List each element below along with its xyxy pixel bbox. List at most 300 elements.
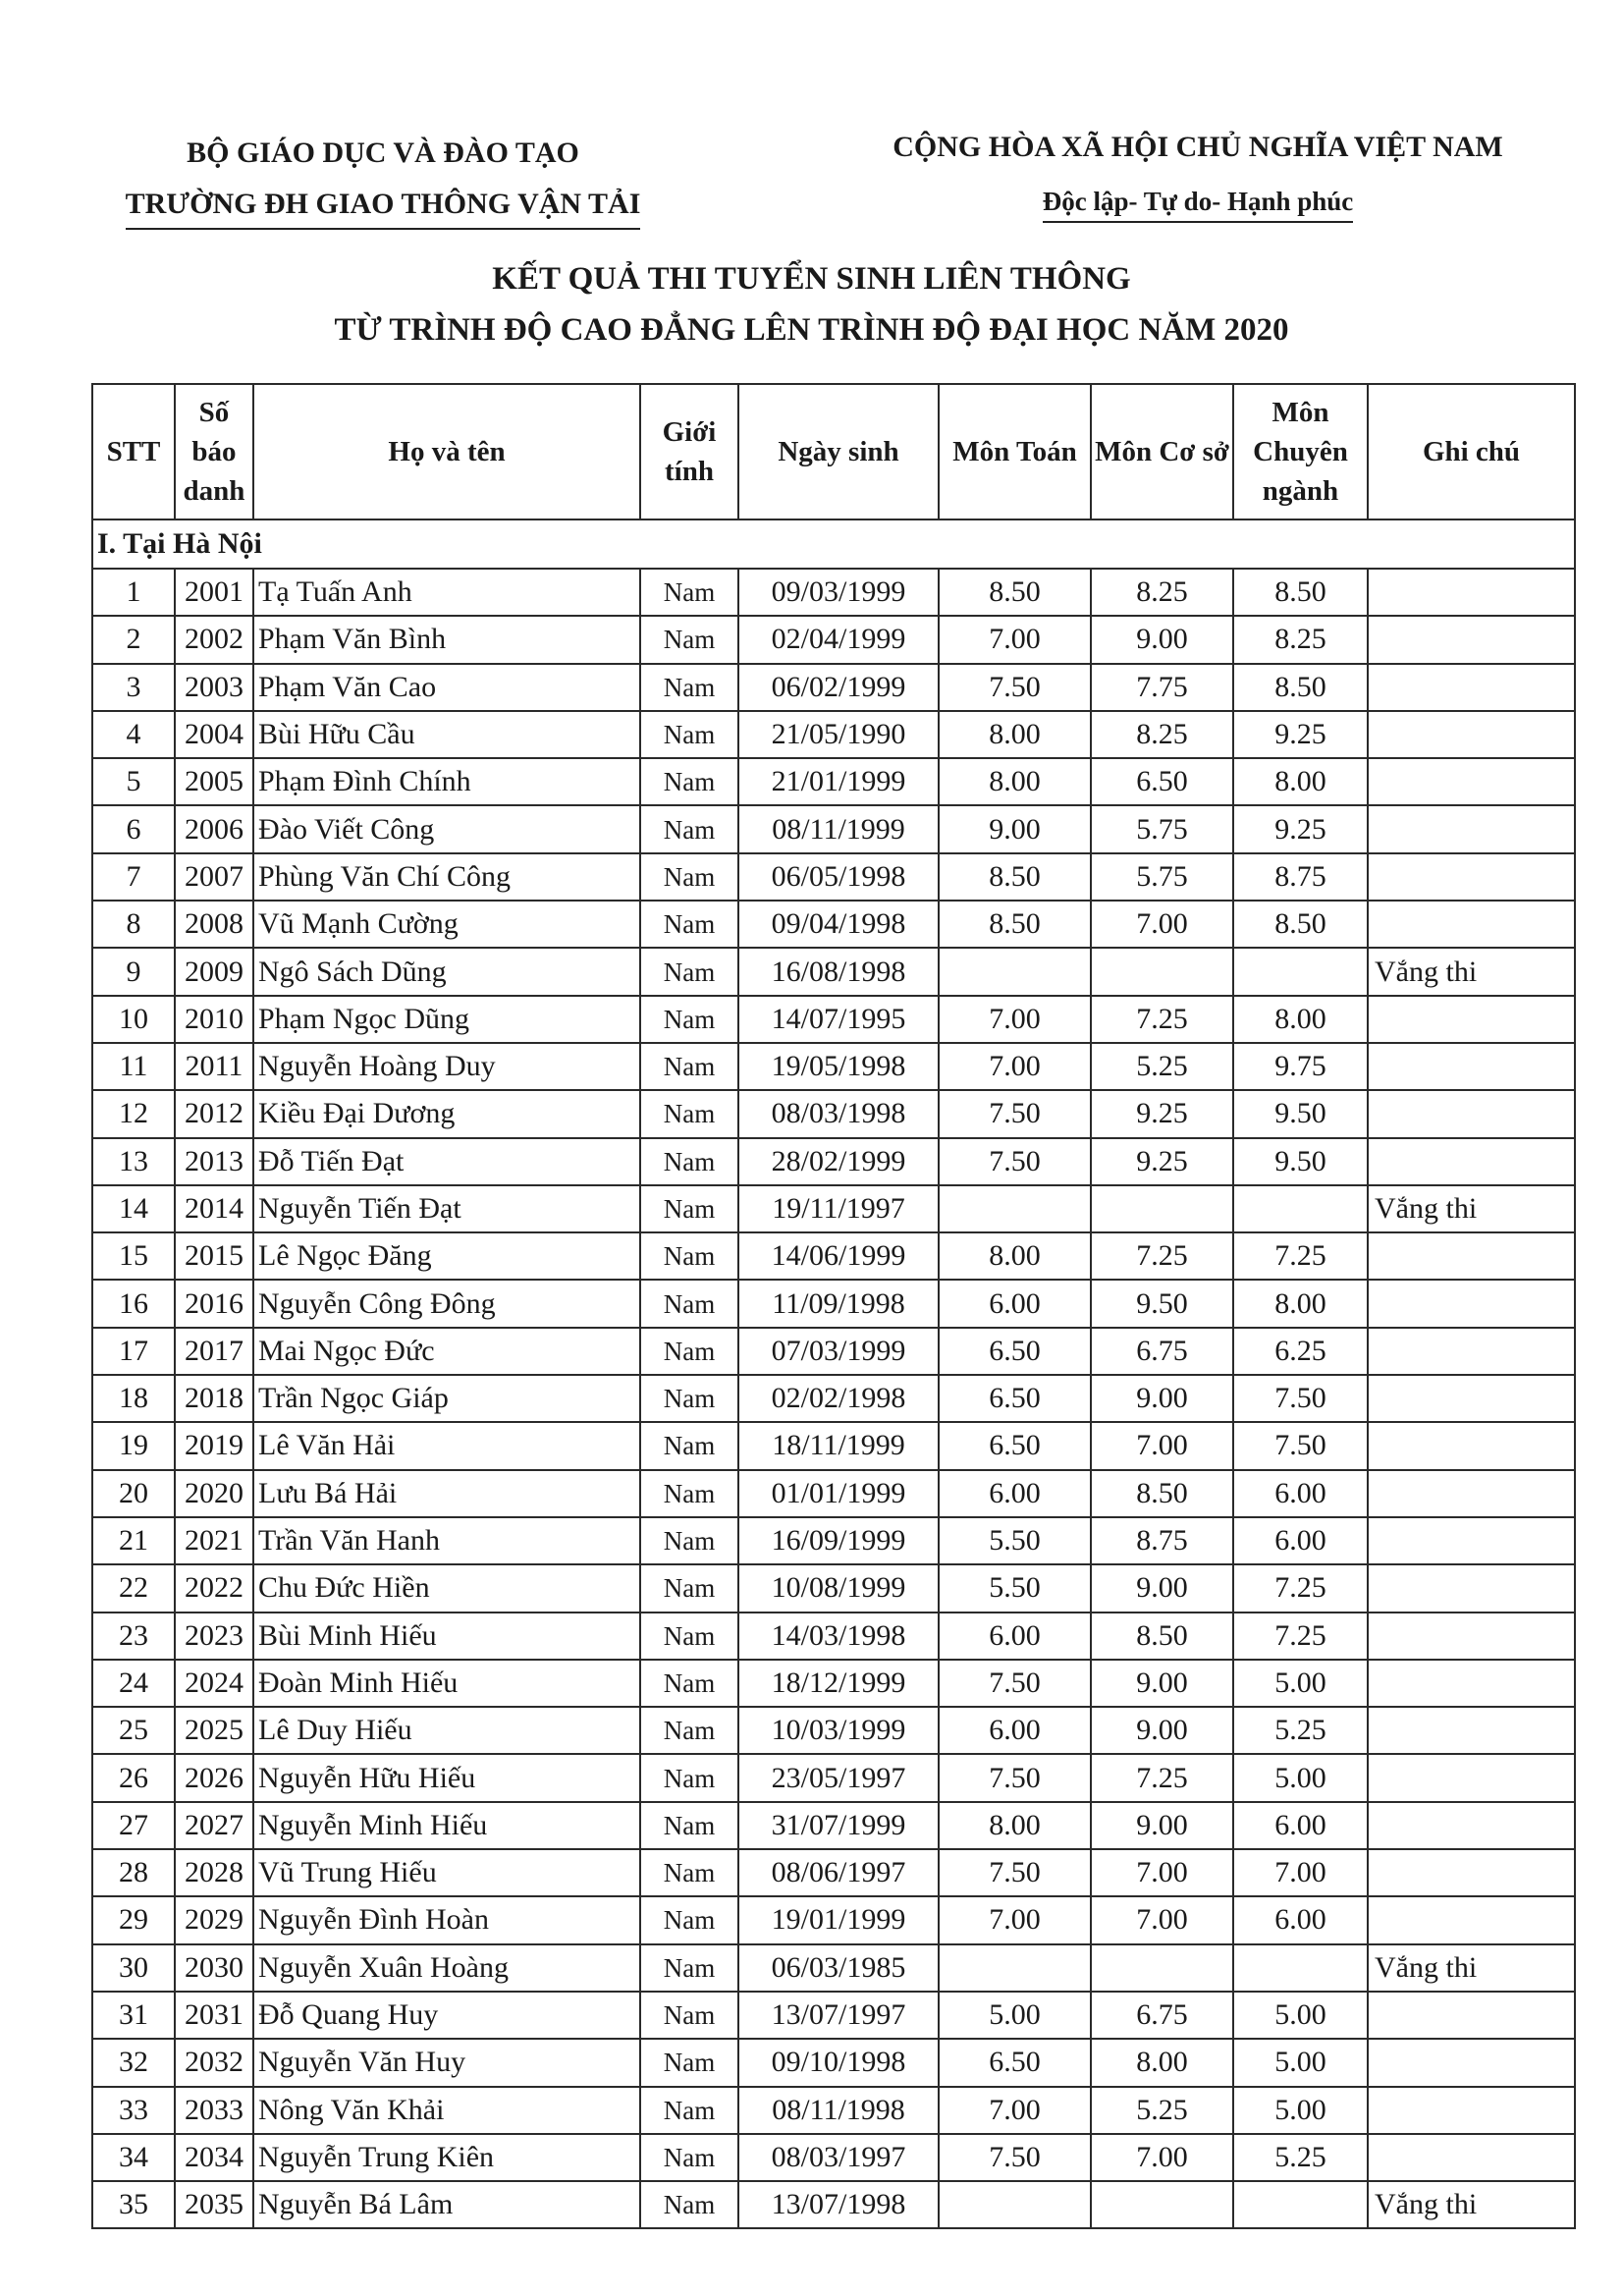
- full-name-cell: Lê Ngọc Đăng: [253, 1232, 640, 1280]
- gender-cell: Nam: [640, 616, 738, 663]
- national-header: [844, 118, 1551, 236]
- major-score-cell: 8.00: [1233, 758, 1368, 805]
- table-row: [92, 996, 1575, 1043]
- birth-date-cell: 28/02/1999: [738, 1138, 939, 1185]
- birth-date-cell: 07/03/1999: [738, 1328, 939, 1375]
- note-cell: [1368, 2087, 1575, 2134]
- table-row: [92, 1613, 1575, 1660]
- candidate-number-cell: 2008: [175, 901, 253, 948]
- candidate-number-cell: 2013: [175, 1138, 253, 1185]
- table-row: [92, 1328, 1575, 1375]
- university-name: TRƯỜNG ĐH GIAO THÔNG VẬN TẢI: [126, 181, 641, 230]
- foundation-score-cell: 8.50: [1091, 1613, 1233, 1660]
- full-name-cell: Trần Văn Hanh: [253, 1517, 640, 1564]
- stt-cell: 33: [92, 2087, 175, 2134]
- gender-cell: Nam: [640, 901, 738, 948]
- note-cell: [1368, 1896, 1575, 1943]
- birth-date-cell: 16/09/1999: [738, 1517, 939, 1564]
- foundation-score-cell: 9.25: [1091, 1090, 1233, 1137]
- math-score-cell: 7.00: [939, 996, 1091, 1043]
- birth-date-cell: 31/07/1999: [738, 1802, 939, 1849]
- foundation-score-cell: 8.50: [1091, 1470, 1233, 1517]
- stt-cell: 20: [92, 1470, 175, 1517]
- math-score-cell: 8.00: [939, 1802, 1091, 1849]
- gender-cell: Nam: [640, 1896, 738, 1943]
- major-score-cell: 9.25: [1233, 805, 1368, 852]
- math-score-cell: 6.00: [939, 1707, 1091, 1754]
- full-name-cell: Nguyễn Xuân Hoàng: [253, 1944, 640, 1992]
- note-cell: [1368, 1802, 1575, 1849]
- math-score-cell: 7.00: [939, 2087, 1091, 2134]
- major-score-cell: 7.25: [1233, 1232, 1368, 1280]
- stt-cell: 14: [92, 1185, 175, 1232]
- major-score-cell: 5.25: [1233, 1707, 1368, 1754]
- math-score-cell: 6.00: [939, 1470, 1091, 1517]
- math-score-cell: 7.00: [939, 1896, 1091, 1943]
- full-name-cell: Đỗ Tiến Đạt: [253, 1138, 640, 1185]
- table-row: [92, 1090, 1575, 1137]
- col-birth-date-header: Ngày sinh: [738, 384, 939, 519]
- note-cell: [1368, 616, 1575, 663]
- stt-cell: 7: [92, 853, 175, 901]
- col-candidate-number-header: Số báo danh: [175, 384, 253, 519]
- table-row: [92, 2181, 1575, 2228]
- birth-date-cell: 14/03/1998: [738, 1613, 939, 1660]
- stt-cell: 23: [92, 1613, 175, 1660]
- table-row: [92, 1754, 1575, 1801]
- candidate-number-cell: 2020: [175, 1470, 253, 1517]
- note-cell: Vắng thi: [1368, 1185, 1575, 1232]
- candidate-number-cell: 2009: [175, 948, 253, 995]
- birth-date-cell: 19/11/1997: [738, 1185, 939, 1232]
- math-score-cell: 6.50: [939, 1375, 1091, 1422]
- birth-date-cell: 10/03/1999: [738, 1707, 939, 1754]
- full-name-cell: Nguyễn Bá Lâm: [253, 2181, 640, 2228]
- foundation-score-cell: 6.75: [1091, 1992, 1233, 2039]
- gender-cell: Nam: [640, 1707, 738, 1754]
- note-cell: [1368, 1992, 1575, 2039]
- table-row: [92, 1280, 1575, 1327]
- note-cell: [1368, 711, 1575, 758]
- foundation-score-cell: 6.75: [1091, 1328, 1233, 1375]
- full-name-cell: Kiều Đại Dương: [253, 1090, 640, 1137]
- foundation-score-cell: 9.00: [1091, 1564, 1233, 1612]
- major-score-cell: 6.00: [1233, 1517, 1368, 1564]
- birth-date-cell: 14/06/1999: [738, 1232, 939, 1280]
- table-row: [92, 1232, 1575, 1280]
- major-score-cell: 7.00: [1233, 1849, 1368, 1896]
- gender-cell: Nam: [640, 711, 738, 758]
- gender-cell: Nam: [640, 1944, 738, 1992]
- candidate-number-cell: 2030: [175, 1944, 253, 1992]
- table-row: [92, 1944, 1575, 1992]
- candidate-number-cell: 2002: [175, 616, 253, 663]
- foundation-score-cell: 8.25: [1091, 569, 1233, 616]
- stt-cell: 4: [92, 711, 175, 758]
- full-name-cell: Nguyễn Tiến Đạt: [253, 1185, 640, 1232]
- candidate-number-cell: 2006: [175, 805, 253, 852]
- stt-cell: 1: [92, 569, 175, 616]
- col-foundation-header: Môn Cơ sở: [1091, 384, 1233, 519]
- math-score-cell: 7.00: [939, 616, 1091, 663]
- math-score-cell: 5.50: [939, 1564, 1091, 1612]
- gender-cell: Nam: [640, 1422, 738, 1469]
- full-name-cell: Bùi Hữu Cầu: [253, 711, 640, 758]
- gender-cell: Nam: [640, 758, 738, 805]
- birth-date-cell: 08/03/1998: [738, 1090, 939, 1137]
- stt-cell: 15: [92, 1232, 175, 1280]
- foundation-score-cell: 8.75: [1091, 1517, 1233, 1564]
- candidate-number-cell: 2028: [175, 1849, 253, 1896]
- major-score-cell: 5.25: [1233, 2134, 1368, 2181]
- foundation-score-cell: 7.00: [1091, 1422, 1233, 1469]
- birth-date-cell: 09/04/1998: [738, 901, 939, 948]
- foundation-score-cell: 9.00: [1091, 1375, 1233, 1422]
- major-score-cell: 8.25: [1233, 616, 1368, 663]
- note-cell: Vắng thi: [1368, 2181, 1575, 2228]
- foundation-score-cell: 7.00: [1091, 1896, 1233, 1943]
- full-name-cell: Vũ Mạnh Cường: [253, 901, 640, 948]
- table-row: [92, 1849, 1575, 1896]
- col-major-header: Môn Chuyên ngành: [1233, 384, 1368, 519]
- note-cell: [1368, 1707, 1575, 1754]
- birth-date-cell: 21/05/1990: [738, 711, 939, 758]
- note-cell: Vắng thi: [1368, 948, 1575, 995]
- major-score-cell: 7.50: [1233, 1422, 1368, 1469]
- full-name-cell: Nguyễn Đình Hoàn: [253, 1896, 640, 1943]
- stt-cell: 3: [92, 664, 175, 711]
- major-score-cell: 9.75: [1233, 1043, 1368, 1090]
- gender-cell: Nam: [640, 1280, 738, 1327]
- note-cell: [1368, 1043, 1575, 1090]
- stt-cell: 27: [92, 1802, 175, 1849]
- results-table: [91, 383, 1576, 2229]
- major-score-cell: 8.50: [1233, 664, 1368, 711]
- full-name-cell: Lê Duy Hiếu: [253, 1707, 640, 1754]
- stt-cell: 28: [92, 1849, 175, 1896]
- major-score-cell: [1233, 2181, 1368, 2228]
- birth-date-cell: 06/05/1998: [738, 853, 939, 901]
- math-score-cell: 8.50: [939, 901, 1091, 948]
- math-score-cell: 8.50: [939, 569, 1091, 616]
- stt-cell: 2: [92, 616, 175, 663]
- birth-date-cell: 06/03/1985: [738, 1944, 939, 1992]
- stt-cell: 12: [92, 1090, 175, 1137]
- table-row: [92, 901, 1575, 948]
- birth-date-cell: 09/03/1999: [738, 569, 939, 616]
- gender-cell: Nam: [640, 664, 738, 711]
- foundation-score-cell: 7.25: [1091, 996, 1233, 1043]
- stt-cell: 5: [92, 758, 175, 805]
- math-score-cell: 8.00: [939, 1232, 1091, 1280]
- math-score-cell: 8.00: [939, 758, 1091, 805]
- full-name-cell: Nguyễn Công Đông: [253, 1280, 640, 1327]
- gender-cell: Nam: [640, 1517, 738, 1564]
- math-score-cell: 7.00: [939, 1043, 1091, 1090]
- gender-cell: Nam: [640, 2134, 738, 2181]
- candidate-number-cell: 2019: [175, 1422, 253, 1469]
- table-row: [92, 1707, 1575, 1754]
- candidate-number-cell: 2001: [175, 569, 253, 616]
- table-row: [92, 1802, 1575, 1849]
- full-name-cell: Đào Viết Công: [253, 805, 640, 852]
- note-cell: Vắng thi: [1368, 1944, 1575, 1992]
- math-score-cell: 6.50: [939, 1328, 1091, 1375]
- candidate-number-cell: 2032: [175, 2039, 253, 2086]
- major-score-cell: 6.00: [1233, 1802, 1368, 1849]
- major-score-cell: 8.00: [1233, 1280, 1368, 1327]
- full-name-cell: Phạm Ngọc Dũng: [253, 996, 640, 1043]
- full-name-cell: Đỗ Quang Huy: [253, 1992, 640, 2039]
- candidate-number-cell: 2021: [175, 1517, 253, 1564]
- stt-cell: 6: [92, 805, 175, 852]
- foundation-score-cell: [1091, 1185, 1233, 1232]
- stt-cell: 22: [92, 1564, 175, 1612]
- stt-cell: 17: [92, 1328, 175, 1375]
- gender-cell: Nam: [640, 1185, 738, 1232]
- birth-date-cell: 21/01/1999: [738, 758, 939, 805]
- table-row: [92, 569, 1575, 616]
- math-score-cell: 5.50: [939, 1517, 1091, 1564]
- birth-date-cell: 13/07/1998: [738, 2181, 939, 2228]
- major-score-cell: 9.50: [1233, 1138, 1368, 1185]
- note-cell: [1368, 2134, 1575, 2181]
- col-notes-header: Ghi chú: [1368, 384, 1575, 519]
- candidate-number-cell: 2035: [175, 2181, 253, 2228]
- note-cell: [1368, 1754, 1575, 1801]
- note-cell: [1368, 1564, 1575, 1612]
- stt-cell: 16: [92, 1280, 175, 1327]
- table-row: [92, 948, 1575, 995]
- foundation-score-cell: 7.00: [1091, 1849, 1233, 1896]
- math-score-cell: 5.00: [939, 1992, 1091, 2039]
- birth-date-cell: 14/07/1995: [738, 996, 939, 1043]
- candidate-number-cell: 2004: [175, 711, 253, 758]
- birth-date-cell: 23/05/1997: [738, 1754, 939, 1801]
- foundation-score-cell: 9.50: [1091, 1280, 1233, 1327]
- birth-date-cell: 10/08/1999: [738, 1564, 939, 1612]
- note-cell: [1368, 1613, 1575, 1660]
- birth-date-cell: 08/06/1997: [738, 1849, 939, 1896]
- math-score-cell: 8.50: [939, 853, 1091, 901]
- foundation-score-cell: 9.00: [1091, 1802, 1233, 1849]
- major-score-cell: 5.00: [1233, 1992, 1368, 2039]
- full-name-cell: Đoàn Minh Hiếu: [253, 1660, 640, 1707]
- table-row: [92, 1564, 1575, 1612]
- math-score-cell: 7.50: [939, 1138, 1091, 1185]
- major-score-cell: 5.00: [1233, 1660, 1368, 1707]
- major-score-cell: 6.00: [1233, 1470, 1368, 1517]
- birth-date-cell: 19/01/1999: [738, 1896, 939, 1943]
- full-name-cell: Nguyễn Hữu Hiếu: [253, 1754, 640, 1801]
- table-row: [92, 758, 1575, 805]
- birth-date-cell: 02/02/1998: [738, 1375, 939, 1422]
- gender-cell: Nam: [640, 1564, 738, 1612]
- math-score-cell: [939, 2181, 1091, 2228]
- foundation-score-cell: 9.00: [1091, 1707, 1233, 1754]
- stt-cell: 9: [92, 948, 175, 995]
- table-row: [92, 1992, 1575, 2039]
- candidate-number-cell: 2003: [175, 664, 253, 711]
- section-label: I. Tại Hà Nội: [92, 519, 1575, 569]
- major-score-cell: 6.25: [1233, 1328, 1368, 1375]
- candidate-number-cell: 2026: [175, 1754, 253, 1801]
- math-score-cell: 6.50: [939, 2039, 1091, 2086]
- major-score-cell: 5.00: [1233, 2087, 1368, 2134]
- birth-date-cell: 06/02/1999: [738, 664, 939, 711]
- republic-name: CỘNG HÒA XÃ HỘI CHỦ NGHĨA VIỆT NAM: [893, 131, 1503, 163]
- table-row: [92, 1422, 1575, 1469]
- foundation-score-cell: 7.25: [1091, 1232, 1233, 1280]
- foundation-score-cell: [1091, 2181, 1233, 2228]
- note-cell: [1368, 1517, 1575, 1564]
- stt-cell: 18: [92, 1375, 175, 1422]
- foundation-score-cell: 8.25: [1091, 711, 1233, 758]
- table-row: [92, 2134, 1575, 2181]
- note-cell: [1368, 901, 1575, 948]
- foundation-score-cell: 9.00: [1091, 616, 1233, 663]
- issuer-block: [88, 128, 677, 230]
- birth-date-cell: 18/12/1999: [738, 1660, 939, 1707]
- birth-date-cell: 08/11/1999: [738, 805, 939, 852]
- full-name-cell: Vũ Trung Hiếu: [253, 1849, 640, 1896]
- note-cell: [1368, 1090, 1575, 1137]
- candidate-number-cell: 2011: [175, 1043, 253, 1090]
- full-name-cell: Nông Văn Khải: [253, 2087, 640, 2134]
- gender-cell: Nam: [640, 805, 738, 852]
- col-gender-header: Giới tính: [640, 384, 738, 519]
- birth-date-cell: 19/05/1998: [738, 1043, 939, 1090]
- gender-cell: Nam: [640, 1138, 738, 1185]
- major-score-cell: 7.25: [1233, 1564, 1368, 1612]
- math-score-cell: [939, 1185, 1091, 1232]
- major-score-cell: 8.75: [1233, 853, 1368, 901]
- foundation-score-cell: 5.25: [1091, 2087, 1233, 2134]
- gender-cell: Nam: [640, 1754, 738, 1801]
- note-cell: [1368, 805, 1575, 852]
- math-score-cell: 9.00: [939, 805, 1091, 852]
- birth-date-cell: 18/11/1999: [738, 1422, 939, 1469]
- candidate-number-cell: 2025: [175, 1707, 253, 1754]
- foundation-score-cell: 5.75: [1091, 805, 1233, 852]
- gender-cell: Nam: [640, 1802, 738, 1849]
- table-row: [92, 1517, 1575, 1564]
- table-header-row: [92, 384, 1575, 519]
- table-row: [92, 853, 1575, 901]
- birth-date-cell: 01/01/1999: [738, 1470, 939, 1517]
- gender-cell: Nam: [640, 569, 738, 616]
- foundation-score-cell: 7.00: [1091, 2134, 1233, 2181]
- note-cell: [1368, 1138, 1575, 1185]
- table-row: [92, 2039, 1575, 2086]
- candidate-number-cell: 2012: [175, 1090, 253, 1137]
- table-row: [92, 2087, 1575, 2134]
- stt-cell: 8: [92, 901, 175, 948]
- candidate-number-cell: 2033: [175, 2087, 253, 2134]
- gender-cell: Nam: [640, 996, 738, 1043]
- document-title: [0, 253, 1623, 355]
- major-score-cell: 8.50: [1233, 569, 1368, 616]
- stt-cell: 30: [92, 1944, 175, 1992]
- stt-cell: 11: [92, 1043, 175, 1090]
- candidate-number-cell: 2007: [175, 853, 253, 901]
- gender-cell: Nam: [640, 2039, 738, 2086]
- stt-cell: 24: [92, 1660, 175, 1707]
- candidate-number-cell: 2014: [175, 1185, 253, 1232]
- candidate-number-cell: 2024: [175, 1660, 253, 1707]
- full-name-cell: Nguyễn Trung Kiên: [253, 2134, 640, 2181]
- full-name-cell: Tạ Tuấn Anh: [253, 569, 640, 616]
- gender-cell: Nam: [640, 1992, 738, 2039]
- full-name-cell: Lê Văn Hải: [253, 1422, 640, 1469]
- major-score-cell: 8.00: [1233, 996, 1368, 1043]
- foundation-score-cell: 6.50: [1091, 758, 1233, 805]
- major-score-cell: [1233, 1185, 1368, 1232]
- title-line-2: TỪ TRÌNH ĐỘ CAO ĐẲNG LÊN TRÌNH ĐỘ ĐẠI HỌC NĂM 2020: [334, 312, 1289, 348]
- foundation-score-cell: [1091, 948, 1233, 995]
- full-name-cell: Mai Ngọc Đức: [253, 1328, 640, 1375]
- birth-date-cell: 09/10/1998: [738, 2039, 939, 2086]
- major-score-cell: 9.50: [1233, 1090, 1368, 1137]
- table-row: [92, 1185, 1575, 1232]
- stt-cell: 21: [92, 1517, 175, 1564]
- gender-cell: Nam: [640, 1375, 738, 1422]
- table-row: [92, 1138, 1575, 1185]
- col-stt-header: STT: [92, 384, 175, 519]
- gender-cell: Nam: [640, 1090, 738, 1137]
- gender-cell: Nam: [640, 853, 738, 901]
- note-cell: [1368, 996, 1575, 1043]
- candidate-number-cell: 2034: [175, 2134, 253, 2181]
- gender-cell: Nam: [640, 1613, 738, 1660]
- note-cell: [1368, 853, 1575, 901]
- stt-cell: 25: [92, 1707, 175, 1754]
- foundation-score-cell: 8.00: [1091, 2039, 1233, 2086]
- stt-cell: 13: [92, 1138, 175, 1185]
- note-cell: [1368, 2039, 1575, 2086]
- note-cell: [1368, 1470, 1575, 1517]
- major-score-cell: 7.50: [1233, 1375, 1368, 1422]
- note-cell: [1368, 569, 1575, 616]
- note-cell: [1368, 1328, 1575, 1375]
- gender-cell: Nam: [640, 1043, 738, 1090]
- full-name-cell: Phạm Đình Chính: [253, 758, 640, 805]
- gender-cell: Nam: [640, 2087, 738, 2134]
- full-name-cell: Phạm Văn Cao: [253, 664, 640, 711]
- candidate-number-cell: 2029: [175, 1896, 253, 1943]
- gender-cell: Nam: [640, 1470, 738, 1517]
- full-name-cell: Bùi Minh Hiếu: [253, 1613, 640, 1660]
- candidate-number-cell: 2023: [175, 1613, 253, 1660]
- math-score-cell: 7.50: [939, 1660, 1091, 1707]
- math-score-cell: 6.00: [939, 1280, 1091, 1327]
- gender-cell: Nam: [640, 2181, 738, 2228]
- birth-date-cell: 11/09/1998: [738, 1280, 939, 1327]
- birth-date-cell: 16/08/1998: [738, 948, 939, 995]
- ministry-name: BỘ GIÁO DỤC VÀ ĐÀO TẠO: [187, 137, 579, 169]
- full-name-cell: Lưu Bá Hải: [253, 1470, 640, 1517]
- foundation-score-cell: 7.75: [1091, 664, 1233, 711]
- table-row: [92, 1896, 1575, 1943]
- title-line-1: KẾT QUẢ THI TUYỂN SINH LIÊN THÔNG: [492, 261, 1131, 297]
- math-score-cell: 6.50: [939, 1422, 1091, 1469]
- math-score-cell: [939, 948, 1091, 995]
- note-cell: [1368, 664, 1575, 711]
- gender-cell: Nam: [640, 1660, 738, 1707]
- full-name-cell: Nguyễn Minh Hiếu: [253, 1802, 640, 1849]
- stt-cell: 35: [92, 2181, 175, 2228]
- math-score-cell: 7.50: [939, 1754, 1091, 1801]
